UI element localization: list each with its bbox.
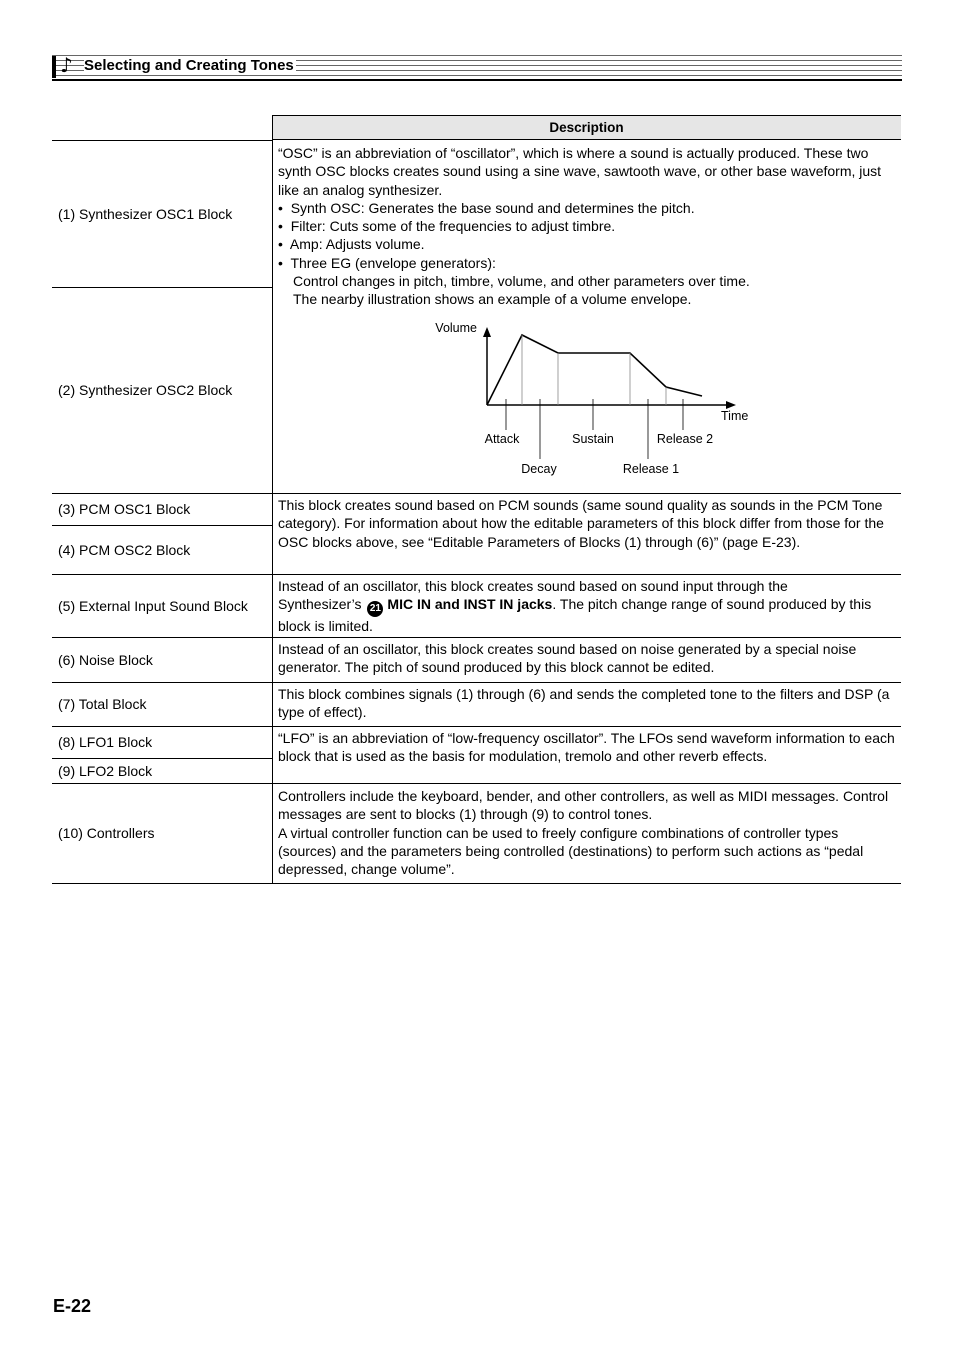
- row-label: (8) LFO1 Block: [58, 734, 153, 750]
- header-bar: [52, 56, 56, 78]
- ctrl-paragraph: A virtual controller function can be used to freely configure combinations of controller types (sources) and the parameters being controlled (destinations) to perform such actions as “pedal depressed, change volume”.: [278, 824, 864, 878]
- external-input-description: [278, 577, 898, 636]
- pcm-osc-description: This block creates sound based on PCM sounds (same sound quality as sounds in the PCM Tone category). For information about how the editable parameters of this block differ from those for the OSC blocks above, see “Editable Parameters of Blocks (1) through (6)” (page E-23).: [278, 497, 884, 550]
- bullet-item: • Three EG (envelope generators):: [278, 254, 496, 271]
- volume-envelope-diagram: [422, 315, 762, 485]
- ctrl-paragraph: Controllers include the keyboard, bender, and other controllers, as well as MIDI messages. Control messages are sent to blocks (1) through (9) to control tones.: [278, 788, 889, 823]
- y-axis-label: Volume: [435, 321, 477, 335]
- section-header: [52, 54, 902, 80]
- row-label: (10) Controllers: [58, 825, 155, 841]
- bullet-continuation: The nearby illustration shows an example of a volume envelope.: [293, 291, 692, 308]
- release1-label: Release 1: [622, 462, 680, 476]
- bullet-item: • Synth OSC: Generates the base sound and determines the pitch.: [278, 199, 695, 216]
- section-title: Selecting and Creating Tones: [84, 57, 294, 74]
- bullet-continuation: Control changes in pitch, timbre, volume, and other parameters over time.: [293, 273, 750, 290]
- row-label: (6) Noise Block: [58, 651, 153, 668]
- ext-line: Instead of an oscillator, this block creates sound based on sound input through the: [278, 578, 788, 594]
- ext-line: Synthesizer’s 21 MIC IN and INST IN jacks. The pitch change range of sound produced by this block is limited.: [278, 596, 872, 635]
- decay-label: Decay: [521, 462, 557, 476]
- sustain-label: Sustain: [572, 432, 614, 446]
- x-axis-label: Time: [721, 409, 749, 423]
- number-21-badge: 21: [367, 601, 383, 617]
- bullet-item: • Amp: Adjusts volume.: [278, 236, 425, 253]
- table-bottom-rule: [52, 883, 901, 884]
- x-axis-arrow: [726, 401, 736, 409]
- row-label: (1) Synthesizer OSC1 Block: [58, 205, 233, 222]
- envelope-curve: [487, 335, 702, 405]
- noise-description: Instead of an oscillator, this block creates sound based on noise generated by a special noise generator. The pitch of sound produced by this block cannot be edited.: [278, 641, 857, 676]
- music-note-icon: ♪: [60, 53, 73, 77]
- row-label: (7) Total Block: [58, 696, 147, 712]
- table-header-cell: [272, 115, 901, 140]
- jack-name: MIC IN and INST IN jacks: [387, 596, 553, 613]
- total-description: This block combines signals (1) through (6) and sends the completed tone to the filters and DSP (a type of effect).: [278, 686, 890, 721]
- lfo-description: “LFO” is an abbreviation of “low-frequency oscillator”. The LFOs send waveform information to each block that is used as the basis for modulation, tremolo and other reverb effects.: [278, 730, 895, 765]
- row-label: (4) PCM OSC2 Block: [58, 541, 191, 558]
- attack-label: Attack: [484, 432, 520, 446]
- column-divider: [272, 115, 273, 884]
- synth-osc-description: [278, 144, 898, 309]
- row-label: (9) LFO2 Block: [58, 762, 153, 779]
- row-label: (2) Synthesizer OSC2 Block: [58, 382, 233, 398]
- row-label: (5) External Input Sound Block: [58, 597, 248, 614]
- release2-label: Release 2: [656, 432, 714, 446]
- synth-intro: “OSC” is an abbreviation of “oscillator”, which is where a sound is actually produced. These two synth OSC blocks creates sound using a sine wave, sawtooth wave, or other base waveform, just like an analog synthesizer.: [278, 145, 882, 198]
- page-number: E-22: [53, 1296, 92, 1316]
- y-axis-arrow: [483, 327, 491, 337]
- row-label: (3) PCM OSC1 Block: [58, 501, 191, 517]
- controllers-description: [278, 787, 898, 878]
- bullet-item: • Filter: Cuts some of the frequencies to adjust timbre.: [278, 218, 616, 235]
- column-header: Description: [549, 120, 624, 135]
